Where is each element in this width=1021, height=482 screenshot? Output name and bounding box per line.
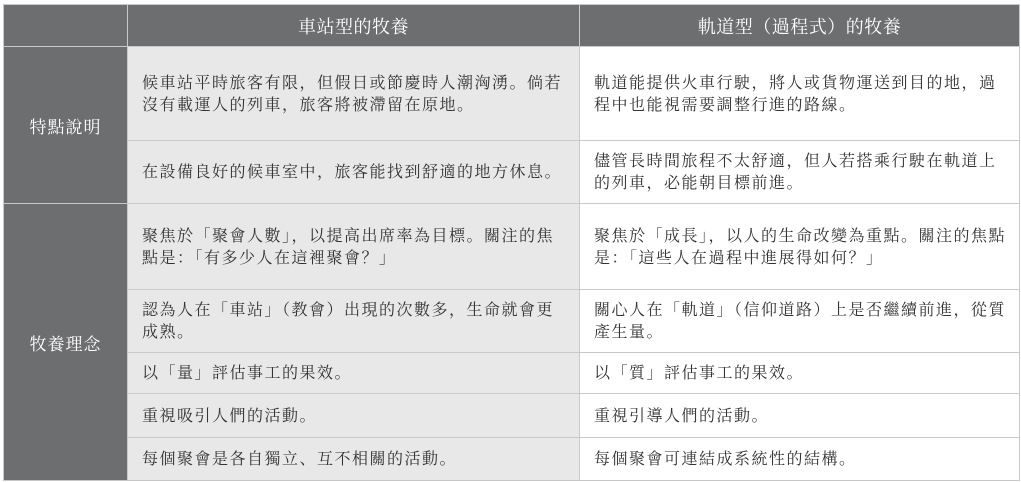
station-cell: 以「量」評估事工的果效。: [128, 353, 580, 394]
comparison-table: [3, 4, 1020, 481]
track-cell: 以「質」評估事工的果效。: [580, 353, 1020, 394]
track-cell: 重視引導人們的活動。: [580, 394, 1020, 438]
table-row: [4, 394, 1020, 438]
corner-cell: [4, 5, 128, 47]
table-row: [4, 47, 1020, 141]
track-cell: 儘管長時間旅程不太舒適，但人若搭乘行駛在軌道上的列車，必能朝目標前進。: [580, 141, 1020, 204]
track-cell: 關心人在「軌道」（信仰道路）上是否繼續前進，從質產生量。: [580, 290, 1020, 353]
table-row: [4, 438, 1020, 481]
section-label-features: 特點說明: [4, 47, 128, 204]
station-column-header: 車站型的牧養: [128, 5, 580, 47]
station-cell: 聚焦於「聚會人數」，以提高出席率為目標。關注的焦點是：「有多少人在這裡聚會？」: [128, 204, 580, 290]
station-cell: 認為人在「車站」（教會）出現的次數多，生命就會更成熟。: [128, 290, 580, 353]
table-row: [4, 353, 1020, 394]
station-cell: 每個聚會是各自獨立、互不相關的活動。: [128, 438, 580, 481]
station-cell: 候車站平時旅客有限，但假日或節慶時人潮洶湧。倘若沒有載運人的列車，旅客將被滯留在原地。: [128, 47, 580, 141]
table-row: [4, 204, 1020, 290]
table-row: [4, 141, 1020, 204]
track-column-header: 軌道型（過程式）的牧養: [580, 5, 1020, 47]
station-cell: 重視吸引人們的活動。: [128, 394, 580, 438]
section-label-philosophy: 牧養理念: [4, 204, 128, 481]
track-cell: 聚焦於「成長」，以人的生命改變為重點。關注的焦點是：「這些人在過程中進展得如何？」: [580, 204, 1020, 290]
track-cell: 軌道能提供火車行駛，將人或貨物運送到目的地，過程中也能視需要調整行進的路線。: [580, 47, 1020, 141]
track-cell: 每個聚會可連結成系統性的結構。: [580, 438, 1020, 481]
station-cell: 在設備良好的候車室中，旅客能找到舒適的地方休息。: [128, 141, 580, 204]
table-row: [4, 290, 1020, 353]
header-row: [4, 5, 1020, 47]
